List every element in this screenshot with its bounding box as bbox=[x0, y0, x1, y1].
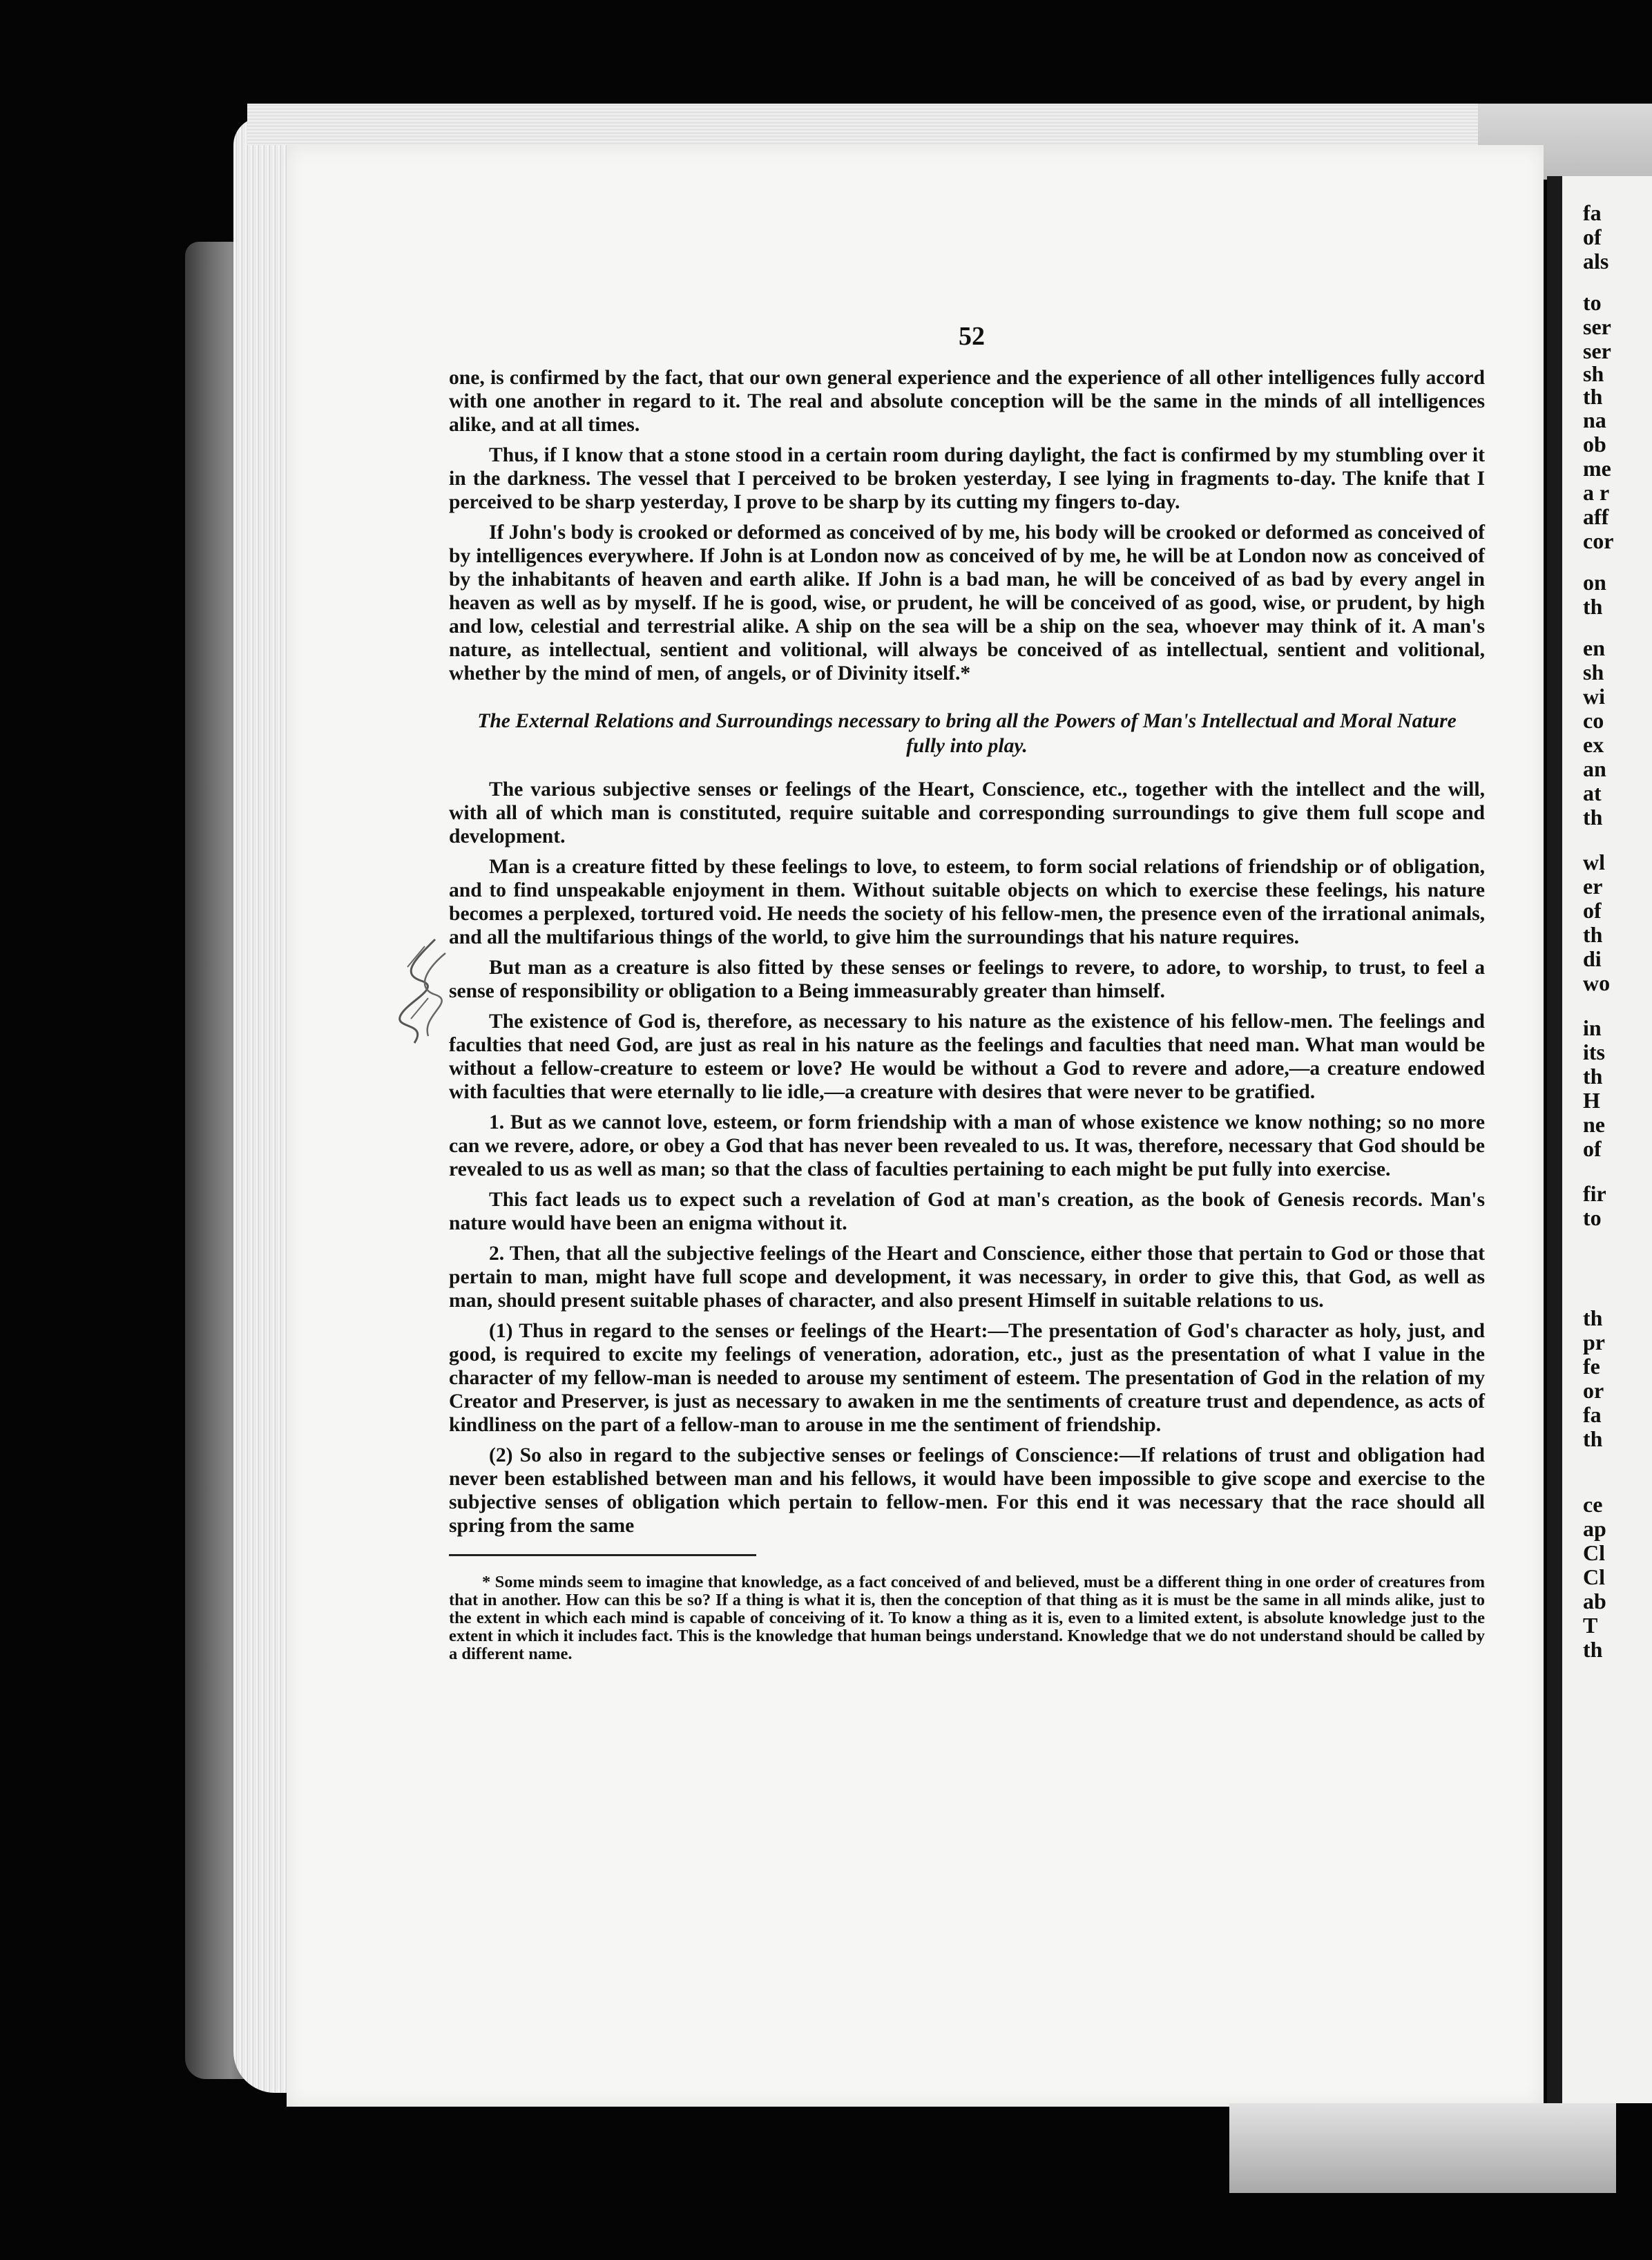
facing-page-word: H bbox=[1583, 1088, 1600, 1113]
facing-page-word: pr bbox=[1583, 1330, 1605, 1354]
paragraph: Man is a creature fitted by these feelings to love, to esteem, to form social relations of friendship or of obligation, and to find unspeakable enjoyment in them. Without suitable objects on which to exercise these feelings, his nature becomes a perplexed, tortured void. He needs the society of his fellow-men, the presence even of the irrational animals, and all the multifarious things of the world, to give him the surroundings that his nature requires. bbox=[449, 856, 1485, 948]
page-number: 52 bbox=[959, 322, 985, 351]
paragraph: Thus, if I know that a stone stood in a certain room during daylight, the fact is confirmed by my stumbling over it in the darkness. The vessel that I perceived to be broken yesterday, I see lying in fragments to-day. The knife that I perceived to be sharp yesterday, I prove to be sharp by its cutting my fingers to-day. bbox=[449, 444, 1485, 513]
facing-page-word: or bbox=[1583, 1378, 1604, 1403]
facing-page-word: wl bbox=[1583, 850, 1605, 874]
paragraph: one, is confirmed by the fact, that our own general experience and the experience of all other intelligences fully accord with one another in regard to it. The real and absolute conception will be the same in the minds of all intelligences alike, and at all times. bbox=[449, 367, 1485, 436]
facing-page-word: na bbox=[1583, 408, 1606, 432]
facing-page-word: fa bbox=[1583, 1402, 1602, 1427]
facing-page-word: ser bbox=[1583, 338, 1611, 363]
binding-strip bbox=[1547, 176, 1562, 2103]
facing-page-word: wi bbox=[1583, 684, 1605, 709]
facing-page-word: ob bbox=[1583, 432, 1606, 457]
facing-page-word: Cl bbox=[1583, 1540, 1605, 1565]
facing-page-word: to bbox=[1583, 1205, 1602, 1230]
facing-page-word: di bbox=[1583, 946, 1602, 971]
footnote-rule bbox=[449, 1554, 756, 1556]
facing-page-word: sh bbox=[1583, 361, 1604, 386]
facing-page-word: ex bbox=[1583, 732, 1604, 757]
footnote: * Some minds seem to imagine that knowledge, as a fact conceived of and believed, must be a different thing in one order of creatures from that in another. How can this be so? If a thing is what it is, then the conception of that thing as it is must be the same in all minds alike, just to the extent in which each mind is capable of conceiving of it. To know a thing as it is, even to a limited extent, is absolute knowledge just to the extent in which it includes fact. This is the knowledge that human beings understand. Knowledge that we do not understand should be called by a different name. bbox=[449, 1572, 1485, 1663]
facing-page-word: sh bbox=[1583, 660, 1604, 684]
facing-page-word: aff bbox=[1583, 504, 1609, 529]
facing-page-word: th bbox=[1583, 594, 1603, 619]
facing-page-word: ser bbox=[1583, 314, 1611, 339]
facing-page-word: Cl bbox=[1583, 1564, 1605, 1589]
facing-page-word: in bbox=[1583, 1015, 1602, 1040]
facing-page-word: fa bbox=[1583, 200, 1602, 225]
facing-page-word: er bbox=[1583, 874, 1603, 899]
facing-page-word: a r bbox=[1583, 480, 1610, 505]
facing-page-word: th bbox=[1583, 384, 1603, 409]
paragraph: This fact leads us to expect such a revelation of God at man's creation, as the book of Genesis records. Man's nature would have been an enigma without it. bbox=[449, 1189, 1485, 1234]
facing-page-word: ap bbox=[1583, 1516, 1606, 1541]
facing-page-word: th bbox=[1583, 1064, 1603, 1089]
paragraph: (2) So also in regard to the subjective senses or feelings of Conscience:—If relations of trust and obligation had never been established between man and his fellows, it would have been impossible to give scope and exercise to the subjective senses of obligation which pertain to fellow-men. For this end it was necessary that the race should all spring from the same bbox=[449, 1444, 1485, 1537]
facing-page-word: fe bbox=[1583, 1354, 1600, 1379]
tape-bottom bbox=[1229, 2103, 1616, 2193]
facing-page-word: of bbox=[1583, 898, 1602, 923]
facing-page-word: me bbox=[1583, 456, 1611, 481]
paragraph: 2. Then, that all the subjective feelings of the Heart and Conscience, either those that pertain to God or those that pertain to man, might have full scope and development, it was necessary, in order to give this, that God, as well as man, should present suitable phases of character, and also present Himself in suitable relations to us. bbox=[449, 1243, 1485, 1312]
facing-page-word: als bbox=[1583, 249, 1609, 274]
page-text bbox=[449, 366, 1485, 1680]
section-heading: The External Relations and Surroundings necessary to bring all the Powers of Man's Intellectual and Moral Nature fully into play. bbox=[477, 710, 1457, 757]
facing-page-word: ne bbox=[1583, 1112, 1605, 1137]
facing-page-word: th bbox=[1583, 1305, 1603, 1330]
facing-page-word: wo bbox=[1583, 970, 1611, 995]
facing-page-word: en bbox=[1583, 635, 1605, 660]
facing-page-word: fir bbox=[1583, 1181, 1606, 1206]
paragraph: The existence of God is, therefore, as necessary to his nature as the existence of his fellow-men. The feelings and faculties that need God, are just as real in his nature as the feelings and faculties that need man. What man would be without a fellow-creature to esteem or love? He would be without a God to revere and adore,—a creature endowed with faculties that were eternally to lie idle,—a creature with desires that were never to be gratified. bbox=[449, 1011, 1485, 1103]
paragraph: 1. But as we cannot love, esteem, or form friendship with a man of whose existence we know nothing; so no more can we revere, adore, or obey a God that has never been revealed to us. It was, therefore, necessary that God should be revealed to us as well as man; so that the class of faculties pertaining to each might be put fully into exercise. bbox=[449, 1111, 1485, 1180]
paragraph: (1) Thus in regard to the senses or feelings of the Heart:—The presentation of God's character as holy, just, and good, is required to excite my feelings of veneration, adoration, etc., just as the presentation of what I value in the character of my fellow-man is needed to arouse my sentiment of esteem. The presentation of God in the relation of my Creator and Preserver, is just as necessary to awaken in me the sentiments of creature trust and dependence, as acts of kindliness on the part of a fellow-man to arouse in me the sentiment of friendship. bbox=[449, 1320, 1485, 1436]
facing-page-word: to bbox=[1583, 290, 1602, 315]
facing-page-word: ce bbox=[1583, 1492, 1603, 1517]
facing-page-word: on bbox=[1583, 570, 1606, 595]
facing-page-word: th bbox=[1583, 1637, 1603, 1662]
paragraph: But man as a creature is also fitted by these senses or feelings to revere, to adore, to worship, to trust, to feel a sense of responsibility or obligation to a Being immeasurably greater than himself. bbox=[449, 957, 1485, 1002]
facing-page-word: an bbox=[1583, 756, 1606, 781]
paragraph: If John's body is crooked or deformed as conceived of by me, his body will be crooked or deformed as conceived of by intelligences everywhere. If John is at London now as conceived of by me, he will be at London now as conceived of by the inhabitants of heaven and earth alike. If John is a bad man, he will be conceived of as bad by every angel in heaven as well as by myself. If he is good, wise, or prudent, he will be conceived of as good, wise, or prudent, by high and low, celestial and terrestrial alike. A ship on the sea will be a ship on the sea, whoever may think of it. A man's nature, as intellectual, sentient and volitional, will always be conceived of as intellectual, sentient and volitional, whether by the mind of men, of angels, or of Divinity itself.* bbox=[449, 521, 1485, 684]
facing-page-word: of bbox=[1583, 1136, 1602, 1161]
facing-page-word: its bbox=[1583, 1040, 1605, 1064]
facing-page-word: co bbox=[1583, 708, 1604, 733]
paragraph: The various subjective senses or feelings of the Heart, Conscience, etc., together with the intellect and the will, with all of which man is constituted, require suitable and corresponding surroundings to give them full scope and development. bbox=[449, 778, 1485, 848]
facing-page-word: T bbox=[1583, 1613, 1598, 1638]
facing-page-word: cor bbox=[1583, 528, 1614, 553]
page-top-edges bbox=[247, 104, 1601, 145]
facing-page-word: th bbox=[1583, 1426, 1603, 1451]
facing-page-word: at bbox=[1583, 781, 1602, 805]
facing-page-fragment bbox=[1562, 176, 1652, 2103]
facing-page-word: th bbox=[1583, 805, 1603, 830]
facing-page-word: ab bbox=[1583, 1589, 1606, 1613]
facing-page-word: of bbox=[1583, 224, 1602, 249]
facing-page-word: th bbox=[1583, 922, 1603, 947]
